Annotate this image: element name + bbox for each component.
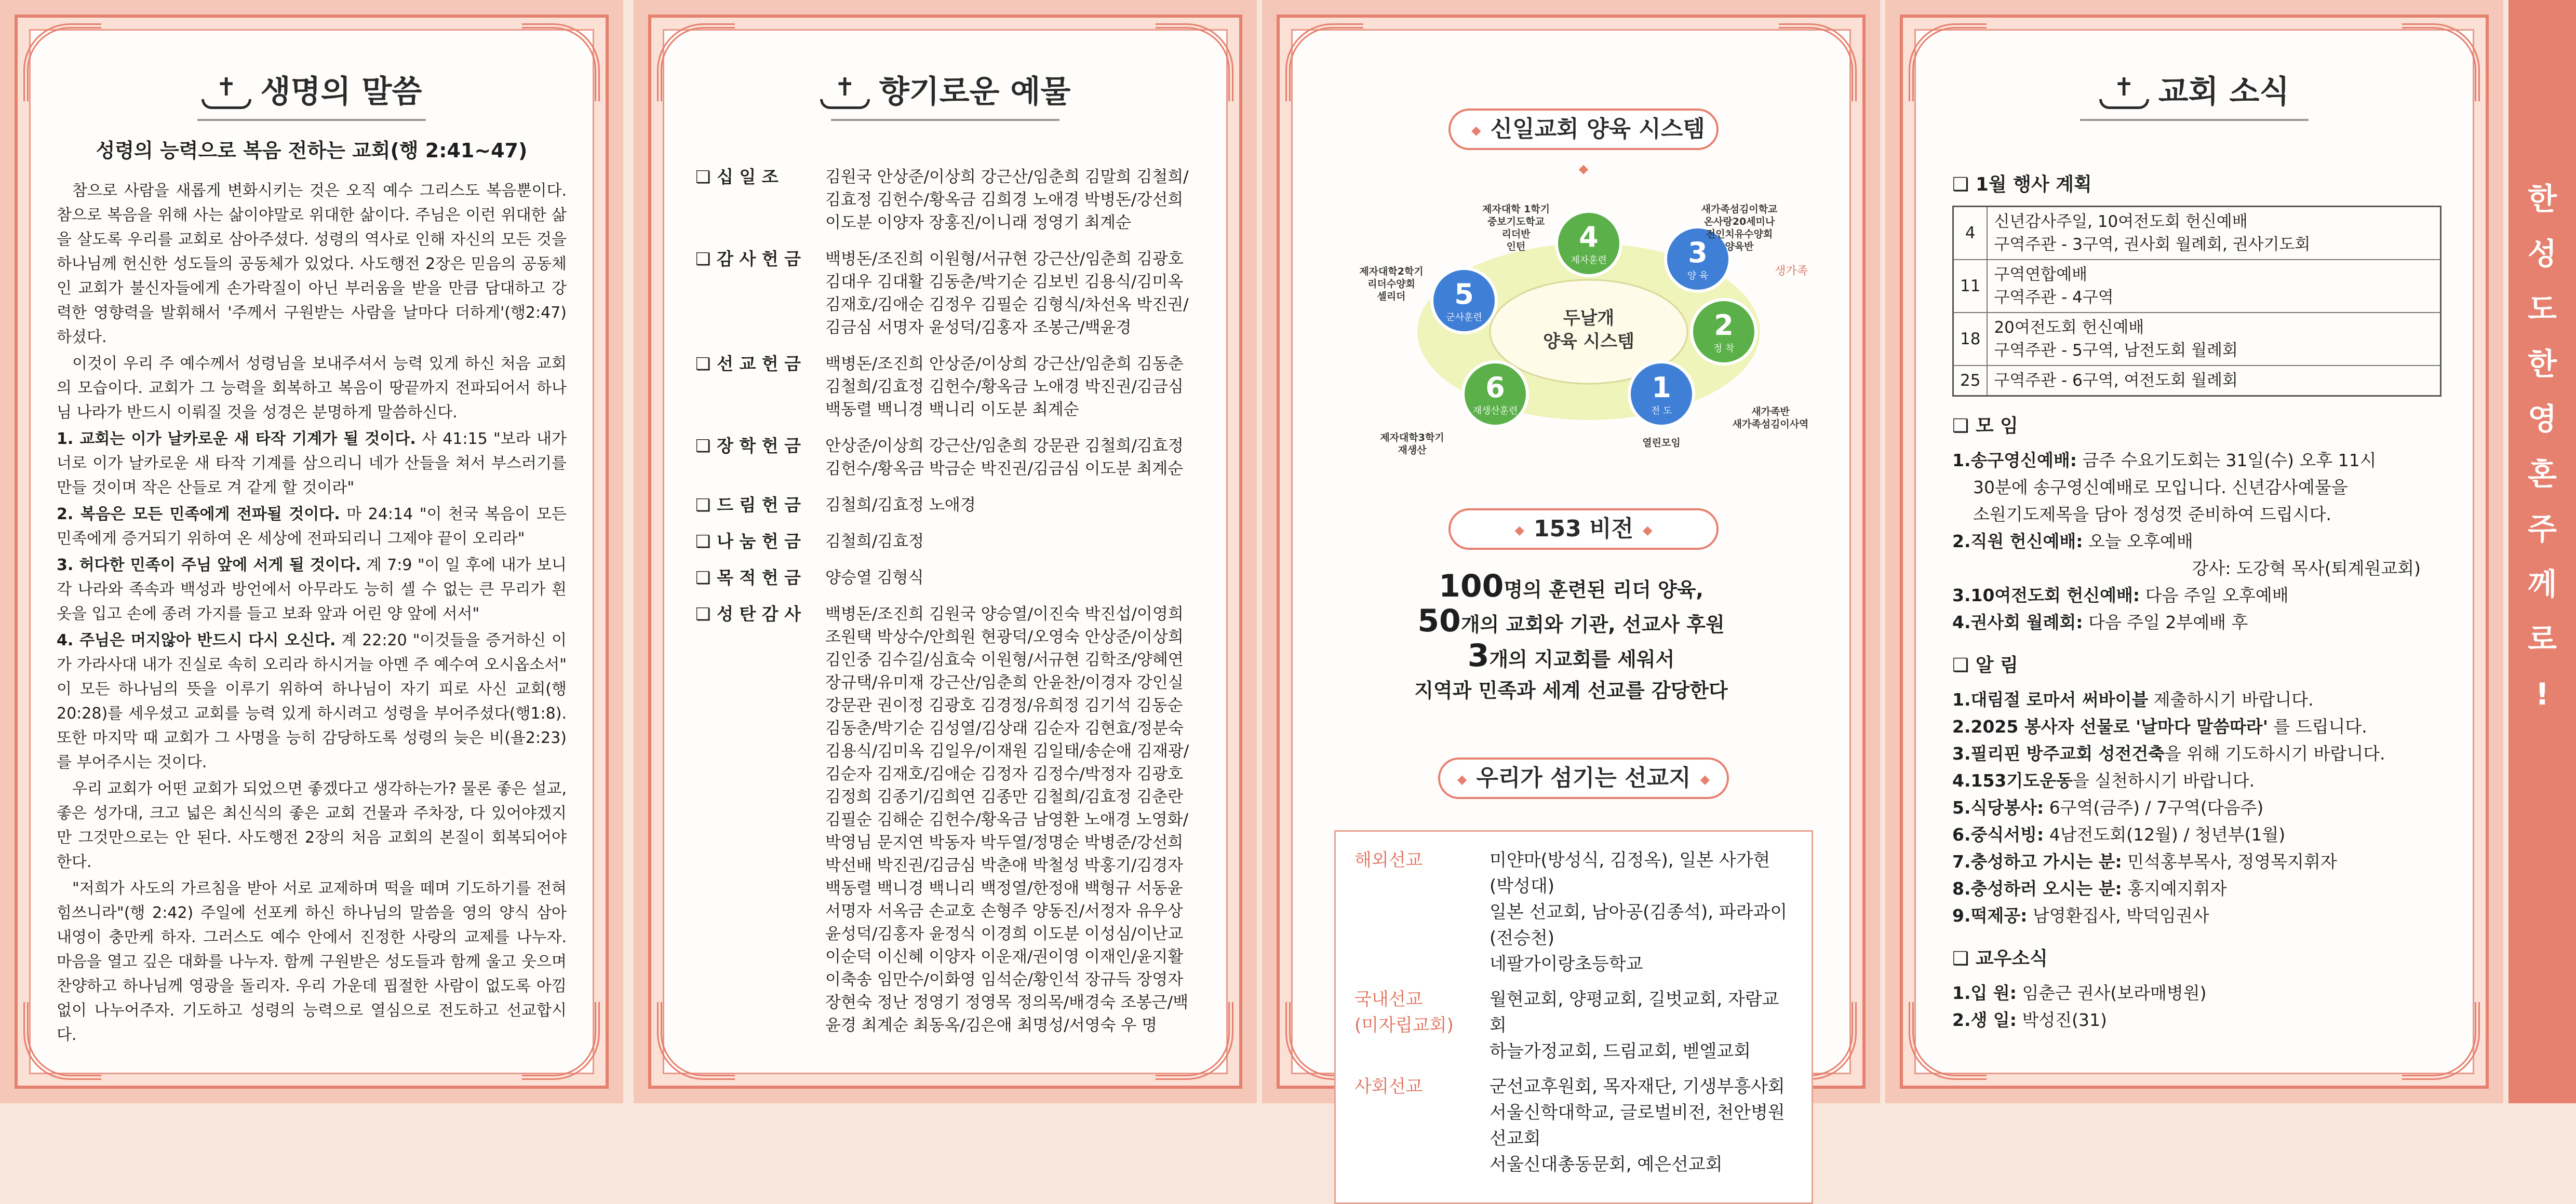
slogan-band (2508, 0, 2576, 1103)
step-caption: 새가족반 (1751, 406, 1790, 417)
news-item: 1.입 원: 임춘근 권사(보라매병원) (1952, 983, 2207, 1003)
step-caption: 새가족섬김이사역 (1732, 418, 1809, 430)
slogan-text (2508, 171, 2576, 722)
sermon-panel (0, 0, 623, 1103)
step-caption: 제자대학2학기 (1359, 266, 1424, 277)
sermon-body (57, 134, 567, 1049)
mission-list (1334, 830, 1813, 1204)
slogan-char: 영 (2527, 401, 2557, 437)
member-news-list (1952, 980, 2441, 1034)
sermon-paragraph: 이것이 우리 주 예수께서 성령님을 보내주셔서 능력 있게 하신 처음 교회의 모습이다. 교회가 그 능력을 회복하고 복음이 땅끝까지 전파되어서 하나님 나라가 반드시 이뤄질 것을 성경은 분명하게 말씀하신다. (57, 355, 567, 422)
news-item: 소원기도제목을 담아 정성껏 준비하여 드립시다. (1973, 504, 2332, 524)
sermon-point: 1. 교회는 이가 날카로운 새 타작 기계가 될 것이다. 사 41:15 "보라 내가 너로 이가 날카로운 새 타작 기계를 삼으리니 네가 산들을 쳐서 부스러기를 만들 것이며 작은 산들로 겨 같게 할 것이라" (57, 430, 567, 497)
news-item: 1.대림절 로마서 써바이블 제출하시기 바랍니다. (1952, 689, 2314, 710)
vision-panel (1262, 0, 1880, 1175)
vision-line: 50개의 교회와 기관, 선교사 후원 (1417, 603, 1725, 639)
news-item: 2.직원 헌신예배: 오늘 오후예배 (1952, 531, 2193, 551)
mission-row: 사회선교 군선교후원회, 목자재단, 기생부흥사회 서울신학대학교, 글로벌비전, 천안병원선교회 서울신대총동문회, 예은선교회 (1354, 1076, 1785, 1175)
step-caption: 양육반 (1725, 241, 1754, 252)
notice-list (1952, 686, 2441, 929)
schedule-row: 18 20여전도회 헌신예배 구역주관 - 5구역, 남전도회 월례회 (1953, 313, 2441, 366)
slogan-char: 한 (2527, 181, 2557, 217)
ornament-corner (1779, 23, 1857, 101)
slogan-char: 주 (2527, 511, 2557, 547)
sermon-paragraph: 우리 교회가 어떤 교회가 되었으면 좋겠다고 생각하는가? 물론 좋은 설교, 좋은 성가대, 크고 넓은 최신식의 좋은 교회 건물과 주차장, 다 있어야겠지만 그것만으로는 안 된다. 사도행전 2장의 처음 교회의 본질이 회복되어야 한다. (57, 780, 567, 871)
slogan-char: 로 (2527, 621, 2557, 657)
slogan-char: ! (2535, 677, 2550, 712)
news-item: 강사: 도강혁 목사(퇴계원교회) (2192, 558, 2421, 578)
diagram-center-subtitle: 양육 시스템 (1542, 331, 1635, 352)
step-number: 1 (1652, 371, 1671, 404)
step-caption: 전인치유수양회 (1706, 228, 1773, 240)
slogan-char: 혼 (2527, 456, 2557, 492)
panel-title: ✝생명의 말씀 (31, 67, 593, 121)
step-caption: 리더수양회 (1367, 278, 1415, 290)
news-item: 30분에 송구영신예배로 모입니다. 신년감사예물을 (1973, 477, 2348, 497)
mission-row: 해외선교 미얀마(방성식, 김정옥), 일본 사가현(박성대) 일본 선교회, 남아공(김종석), 파라과이(전승천) 네팔가이랑초등학교 (1354, 850, 1788, 975)
sermon-paragraph: "저희가 사도의 가르침을 받아 서로 교제하며 떡을 떼며 기도하기를 전혀 힘쓰니라"(행 2:42) 주일에 선포케 하신 하나님의 말씀을 영의 양식 삼아 내영이 충만케 하자. 그러스도 예수 안에서 진정한 사랑의 교제를 나누자. 마음을 열고 깊은 대화를 나누자. 함께 구원받은 성도들과 함께 울고 웃으며 찬양하고 하나님께 영광을 돌리자. 우리 가운데 핍절한 사람이 없도록 아낌없이 나누어주자. 기도하고 성령의 능력으로 열심으로 전도하고 선교합시다. (57, 880, 567, 1044)
slogan-char: 께 (2527, 566, 2557, 602)
sermon-point: 2. 복음은 모든 민족에게 전파될 것이다. 마 24:14 "이 천국 복음이 모든 민족에게 증거되기 위하여 온 세상에 전파되리니 그제야 끝이 오리라" (57, 505, 567, 548)
sermon-point: 3. 허다한 민족이 주님 앞에 서게 될 것이다. 계 7:9 "이 일 후에 내가 보니 각 나라와 족속과 백성과 방언에서 아무라도 능히 셀 수 없는 큰 무리가 흰 옷을 입고 손에 종려 가지를 들고 보좌 앞과 어린 양 앞에 서서" (57, 556, 567, 623)
vision-statement (1293, 568, 1849, 706)
section-heading: ❑ 모 임 (1952, 411, 2441, 438)
news-panel (1885, 0, 2503, 1103)
offering-row: ❑ 드 림 헌 금 김철희/김효정 노애경 (695, 494, 1200, 517)
step-number: 6 (1485, 371, 1505, 404)
mission-row: 국내선교 (미자립교회) 월현교회, 양평교회, 길벗교회, 자람교회 하늘가정교회, 드림교회, 벧엘교회 (1354, 989, 1779, 1062)
mission-title-pill: ◆ 우리가 섬기는 선교지 ◆ (1438, 757, 1729, 799)
news-item: 7.충성하고 가시는 분: 민석홍부목사, 정영목지휘자 (1952, 851, 2337, 872)
slogan-char: 한 (2527, 346, 2557, 382)
step-caption: 온사랑20세미나 (1703, 216, 1775, 227)
news-body (1952, 155, 2441, 1034)
news-item: 2.생 일: 박성진(31) (1952, 1010, 2107, 1030)
diagram-center-title: 두날개 (1563, 308, 1615, 329)
vision-line: 100명의 훈련된 리더 양육, (1439, 568, 1703, 604)
step-number: 5 (1454, 278, 1474, 310)
step-label: 양 육 (1687, 270, 1709, 281)
news-item: 3.필리핀 방주교회 성전건축을 위해 기도하시기 바랍니다. (1952, 743, 2385, 764)
sermon-point: 4. 주님은 머지않아 반드시 다시 오신다. 계 22:20 "이것들을 증거하신 이가 가라사대 내가 진실로 속히 오리라 하시거늘 아멘 주 예수여 오시옵소서" 이 모든 하나님의 뜻을 이루기 위하여 하나님이 자기 피로 사신 교회(행20:28)를 세우셨고 교회를 능력 있게 하시려고 성령을 부어주셨다(행1:8). 또한 마지막 때 교회가 그 사명을 능히 감당하도록 성령의 늦은 비(욜2:23)를 부어주시는 것이다. (57, 631, 567, 772)
step-label: 재생산훈련 (1472, 405, 1518, 416)
news-item: 5.식당봉사: 6구역(금주) / 7구역(다음주) (1952, 797, 2264, 818)
side-label: 생가족 (1775, 265, 1808, 278)
step-label: 전 도 (1651, 405, 1672, 416)
step-caption: 셀리더 (1377, 291, 1406, 302)
step-label: 제자훈련 (1571, 255, 1607, 266)
panel-title: ✝향기로운 예물 (664, 67, 1226, 121)
step-caption: 열린모임 (1642, 437, 1681, 449)
discipleship-diagram (1345, 197, 1822, 477)
step-label: 정 착 (1713, 343, 1735, 354)
vision-line: 3개의 지교회를 세워서 (1467, 638, 1675, 674)
schedule-row: 11 구역연합예배 구역주관 - 4구역 (1953, 260, 2441, 313)
panel-title: ✝교회 소식 (1916, 67, 2473, 121)
step-number: 2 (1714, 309, 1734, 342)
sermon-paragraph: 참으로 사람을 새롭게 변화시키는 것은 오직 예수 그리스도 복음뿐이다. 참으로 복음을 위해 사는 삶이야말로 위대한 삶이다. 주님은 이런 위대한 삶을 살도록 우리를 교회로 삼아주셨다. 성령의 역사로 인해 자신의 모든 것을 하나님께 헌신한 성도들의 공동체가 있었다. 사도행전 2장은 믿음의 공동체인 교회가 불신자들에게 손가락질이 아닌 부러움을 받을 만큼 담대하고 강력한 영향력을 발휘해서 '주께서 구원받는 사람을 날마다 더하게'(행2:47) 하셨다. (57, 182, 567, 346)
offering-row: ❑ 장 학 헌 금 안상준/이상희 강근산/임춘희 강문관 김철희/김효정 김헌수/황옥금 박금순 박진권/김금심 이도분 최계순 (695, 435, 1200, 480)
step-number: 4 (1579, 221, 1599, 253)
news-item: 6.중식서빙: 4남전도회(12월) / 청년부(1월) (1952, 824, 2286, 845)
bible-cross-icon (202, 78, 251, 109)
offering-row: ❑ 성 탄 감 사 백병돈/조진희 김원국 양승열/이진숙 박진섭/이영희 조원택 박상수/안희원 현광덕/오영숙 안상준/이상희 김인중 김수길/심효숙 이원형/서규현 김학조/양혜연 장규택/유미재 강근산/임춘희 안윤찬/이경자 강인실 강문관 권이정 김광호 김경정/유희정 김기석 김동순 김동춘/박기순 김성열/김상래 김순자 김현효/정분숙 김용식/김미옥 김일우/이재원 김일태/송순애 김재광/김순자 김재호/김애순 김정자 김정수/박정자 김광호 김정희 김종기/김희연 김종만 김철희/김효정 김춘란 김필순 김해순 김헌수/황옥금 남영환 노애경 노영화/박영님 문지연 박동자 박두열/정명순 박병준/강선희 박선배 박진권/김금심 박춘애 박철성 박홍기/김경자 백동렬 백니경 백니리 백정열/한정애 백형규 서동윤 서명자 서옥금 손교호 손형주 양동진/서정자 유우상 윤성덕/김홍자 윤정식 이경희 이도분 이성심/이난교 이순덕 이신혜 이양자 이운재/권이영 이재인/윤지활 이축송 임만수/이화영 임석순/황인석 장규득 장영자 장현숙 정난 정영기 정영목 정의목/배경숙 조봉근/백윤경 최계순 최동옥/김은애 최명성/서영숙 우 명 (695, 603, 1200, 1037)
offering-panel (634, 0, 1257, 1103)
news-item: 3.10여전도회 헌신예배: 다음 주일 오후예배 (1952, 585, 2289, 605)
offering-row: ❑ 나 눔 헌 금 김철희/김효정 (695, 530, 1200, 553)
step-label: 군사훈련 (1446, 312, 1482, 323)
vision-line: 지역과 민족과 세계 선교를 감당한다 (1414, 679, 1728, 702)
section-heading: ❑ 알 림 (1952, 651, 2441, 677)
schedule-row: 25 구역주관 - 6구역, 여전도회 월례회 (1953, 366, 2441, 396)
ornament-corner (1285, 23, 1363, 101)
step-caption: 리더반 (1501, 228, 1531, 240)
system-title-pill: ◆ 신일교회 양육 시스템 ◆ (1448, 109, 1719, 150)
section-heading: ❑ 교우소식 (1952, 944, 2441, 970)
news-item: 2.2025 봉사자 선물로 '날마다 말씀따라' 를 드립니다. (1952, 716, 2367, 737)
section-heading: ❑ 1월 행사 계획 (1952, 170, 2441, 196)
step-caption: 제자대학3학기 (1380, 432, 1444, 443)
step-caption: 중보기도학교 (1487, 216, 1545, 227)
meeting-list (1952, 447, 2441, 636)
schedule-row: 4 신년감사주일, 10여전도회 헌신예배 구역주관 - 3구역, 권사회 월례회, 권사기도회 (1953, 207, 2441, 260)
offering-row: ❑ 목 적 헌 금 양승열 김형식 (695, 566, 1200, 589)
step-caption: 재생산 (1398, 444, 1427, 456)
step-caption: 새가족섬김이학교 (1701, 204, 1778, 215)
offering-row: ❑ 선 교 헌 금 백병돈/조진희 안상준/이상희 강근산/임춘희 김동춘 김철희/김효정 김헌수/황옥금 노애경 박진권/김금심 백동렬 백니경 백니리 이도분 최계순 (695, 353, 1200, 421)
step-caption: 인턴 (1506, 241, 1526, 252)
bible-cross-icon (820, 78, 870, 109)
step-caption: 제자대학 1학기 (1482, 204, 1550, 215)
news-item: 4.153기도운동을 실천하시기 바랍니다. (1952, 770, 2255, 791)
news-item: 8.충성하러 오시는 분: 홍지예지휘자 (1952, 878, 2227, 899)
news-item: 1.송구영신예배: 금주 수요기도회는 31일(수) 오후 11시 (1952, 450, 2377, 470)
news-item: 4.권사회 월례회: 다음 주일 2부예배 후 (1952, 612, 2248, 632)
slogan-char: 성 (2527, 236, 2557, 272)
step-number: 3 (1688, 236, 1708, 269)
sermon-title: 성령의 능력으로 복음 전하는 교회(행 2:41~47) (96, 139, 528, 162)
offering-row: ❑ 십 일 조 김원국 안상준/이상희 강근산/임춘희 김말희 김철희/김효정 김헌수/황옥금 김희경 노애경 박병돈/강선희 이도분 이양자 장홍진/이니래 정영기 최계순 (695, 166, 1200, 234)
news-item: 9.떡제공: 남영환집사, 박덕임권사 (1952, 905, 2209, 926)
slogan-char: 도 (2527, 291, 2557, 327)
offering-row: ❑ 감 사 헌 금 백병돈/조진희 이원형/서규현 강근산/임춘희 김광호 김대우 김대활 김동춘/박기순 김보빈 김용식/김미옥 김재호/김애순 김정우 김필순 김형식/차선옥 박진권/김금심 서명자 윤성덕/김홍자 조봉근/백윤경 (695, 248, 1200, 339)
vision-title-pill: ◆ 153 비전 ◆ (1448, 508, 1719, 550)
offering-list (695, 166, 1200, 1050)
schedule-table (1952, 206, 2441, 397)
bible-cross-icon (2099, 78, 2149, 109)
